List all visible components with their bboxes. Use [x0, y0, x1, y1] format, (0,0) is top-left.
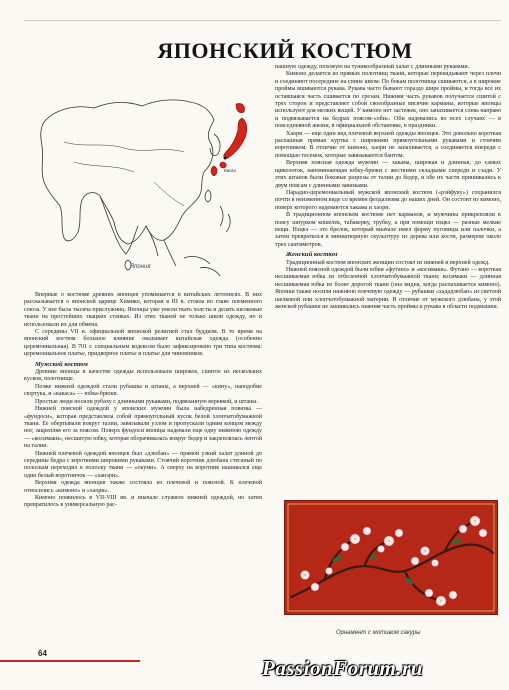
section-heading-female: Женский костюм — [286, 251, 338, 259]
map-caption: Япония — [130, 264, 151, 270]
sakura-ornament-image — [284, 500, 498, 615]
paragraph: Кимоно делается из прямых полотнищ ткани, которые перекидывают через плечи и соединяют посередине на спине швом. По бокам полотнища сшиваются, а в широкие проймы вшиваются рукава. Рукава часто бывают гораздо шире проймы, и тогда все их оставшаяся часть сшивается по срезам. Нижняя часть рукавов получается сшитой с трех сторон и представляет собой своеобразные висячие карманы, которые японцы используют для мелких вещей. У кимоно нет застежек, оно запахивается слева направо и подвязывается на бедрах поясом-«оби». Оби надевались во всех случаях — в повседневной жизни, в официальной обстановке, в праздники. — [275, 71, 501, 130]
taiwan — [205, 190, 211, 202]
paragraph: Хаори — еще один вид плечевой верхней одежды японцев. Это довольно короткая распашная прямая куртка с широкими прямоугольными рукавами и стоячим воротником. В отличие от кимоно, хаори не запахивается, а соединяется впереди с помощью тесемок, которые завязываются бантом. — [275, 130, 501, 159]
asia-map-illustration — [24, 82, 264, 282]
river-lines — [64, 142, 184, 206]
sakura-blossoms — [301, 516, 488, 606]
india-outline — [100, 196, 138, 254]
ornament-caption: Орнамент с мотивом сакуры — [336, 630, 421, 636]
left-column — [24, 292, 262, 510]
continent-outline — [41, 100, 214, 244]
page-number: 64 — [38, 649, 47, 658]
paragraph: Традиционный костюм японских женщин состоял из нижней и верхней одежд. — [286, 259, 490, 266]
right-column — [275, 64, 501, 311]
paragraph: Нижней поясной одеждой были юбки «футано» и «косимаки». Футано — короткая несшиваемая юбка из отбеленной хлопчатобумажной ткани; косимаки — длинная несшиваемая юбка из более дорогой ткани (она видна, когда распахивается кимоно). Японки также носили нижнюю плечевую одежду — рубашки «хададзюбан» из светлой шелковой или хлопчатобумажной материи. В отличие от мужского дзюбана, у этой женской рубашки не зашивались нижняя часть проймы и рукава в области подмышки. — [275, 266, 501, 310]
page-title: ЯПОНСКИЙ КОСТЮМ — [157, 38, 413, 63]
watermark: PassionForum.ru — [262, 656, 423, 680]
paragraph: Нижней поясной одеждой у японских мужчин была набедренная повязка — «фундоси», которая представляла собой прямоугольный кусок белой хлопчатобумажной ткани. Ее обертывали вокруг талии, завязывали узлом и пропускали одним концом между ног, закрепляя его за поясом. Поверх фундоси японцы надевали еще одну нижнюю одежду — «косимаки», несшитую юбку, которая оборачивалась вокруг бедер и закреплялась лентой на талии. — [24, 406, 262, 450]
top-divider — [24, 20, 501, 21]
asia-map-svg — [24, 82, 264, 282]
sakura-ornament-svg — [285, 501, 497, 614]
islands — [184, 256, 220, 276]
paragraph: Парадно-церемониальный мужской японский костюм («рэйфуку») сохранился почти в неизменном виде со времен феодализма до наших дней. Он состоит из кимоно, поверх которого надеваются хакама и хаори. — [275, 189, 501, 211]
philippines — [220, 206, 230, 232]
indochina-outline — [146, 226, 176, 266]
kyoto-marker — [224, 157, 227, 160]
kyoto-label: Киото — [224, 168, 237, 173]
paragraph: Позже нижней одеждой стали рубашка и штаны, а верхней — «кину», наподобие сюртука, и «какаса» — юбка-брюки. — [24, 383, 262, 398]
paragraph: Древние японцы в качестве одежды использовали широкое, сшитое из нескольких кусков, полотнище. — [24, 369, 262, 383]
paragraph: Кимоно появилось в VII-VIII вв. и вначале служило нижней одеждой, но затем превратилось в универсальную рас- — [24, 494, 262, 509]
paragraph: С середины VII в. официальной японской религией стал буддизм. В то время на японский костюм большое влияние оказывает китайская одежда (особенно церемониальная). В 701 г. специальным кодексом было зафиксировано три типа костюма: церемониальное платье, придворное платье и платье для чиновников. — [24, 329, 262, 358]
paragraph: Впервые о костюме древних японцев упоминается в китайских летописях. В них рассказывается о японской царице Химико, которая в III в. стояла во главе племенного союза. У нее была тысяча прислужниц. Японцы уже умели ткать холсты и делать шелковые ткани на простейших ткацких станках. Из этих тканей не только шили одежду, но и использовали их для обмена. — [24, 292, 262, 328]
page-number-rule — [0, 660, 140, 662]
section-heading-male: Мужской костюм — [35, 360, 88, 368]
paragraph: В традиционном японском костюме нет карманов, и мужчины прикрепляли к поясу шнурком кошелек, табакерку, трубку, а при помощи нэцкэ — разные мелкие вещи. Нэцкэ — это брелок, который вначале имел форму пуговицы или палочки, а затем превратился в миниатюрную скульптуру из дерева или кости, размером около трех сантиметров. — [275, 212, 501, 248]
paragraph: пашную одежду, похожую на туникообразный халат с длинными рукавами. — [275, 64, 470, 70]
paragraph: Верхняя одежда японцев также состояла из плечевой и поясной. К плечевой относились «кимоно» и «хаори». — [24, 480, 262, 494]
paragraph: Нижней плечевой одеждой японцев был «дзюбан» — прямой узкий халат длиной до середины бедра с короткими широкими рукавами. Стоячий воротник дзюбана стеганый по полоскам переходил в полоску ткани — «окуми». А сверху на воротник нашивался еще один белый воротничок — «ханэри». — [24, 450, 262, 479]
paragraph: Простые люди носили рубаху с длинными рукавами, подвязанную веревкой, и штаны. — [35, 398, 258, 405]
paragraph: Верхняя поясная одежда мужчин — хакама, широкая и длинная, до самых щиколоток, напоминающая юбку-брюки с жесткими складками спереди и сзади. У этих штанов были боковые разрезы от талии до бедер, и обе их части пришивались к двум поясам с длинными завязками. — [275, 160, 501, 189]
japan-highlight — [211, 103, 247, 176]
